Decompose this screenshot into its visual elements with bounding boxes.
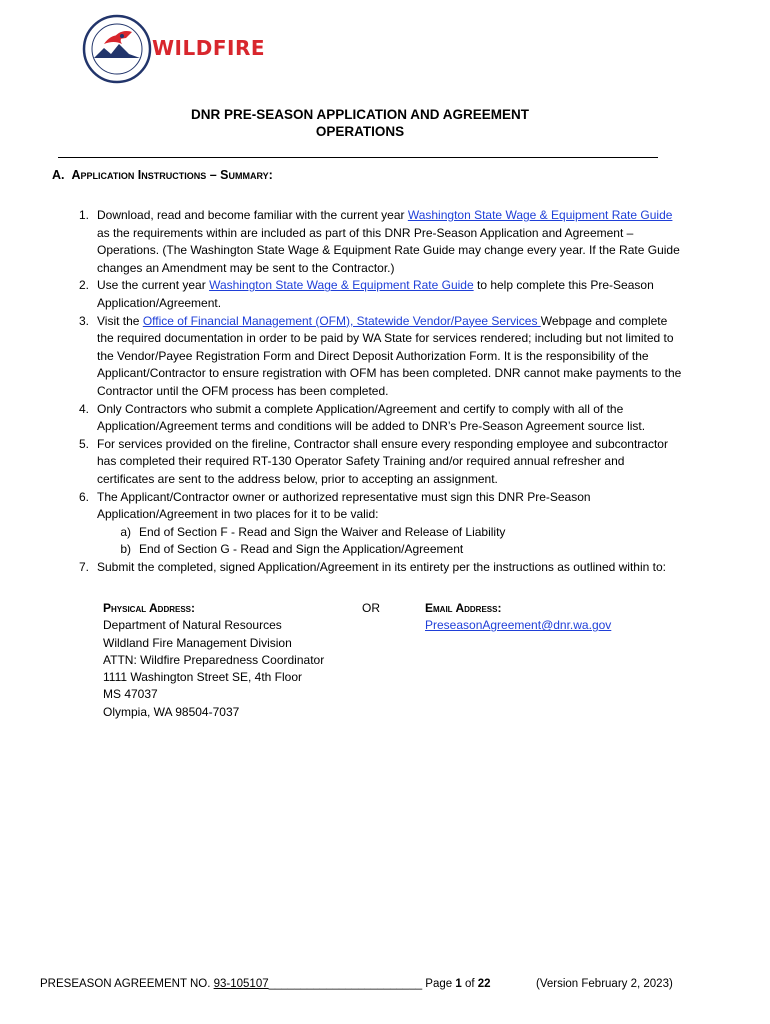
item-text: For services provided on the fireline, Contractor shall ensure every responding employee and subcontractor has completed their required RT-130 Operator Safety Training and/or required annual refresher and certificates are sent to the address below, prior to accepting an assignment. — [97, 436, 668, 486]
list-item — [52, 559, 684, 577]
list-item — [52, 401, 684, 436]
page-of: of — [461, 978, 478, 990]
or-separator: OR — [362, 601, 380, 615]
list-item — [52, 207, 684, 277]
wa-dnr-seal-logo — [82, 14, 152, 84]
item-text: Download, read and become familiar with the current year — [97, 208, 408, 222]
address-line: Olympia, WA 98504-7037 — [103, 704, 240, 719]
footer-agreement-number — [40, 978, 491, 990]
item-text: as the requirements within are included as part of this DNR Pre-Season Application and Agreement – Operations. (The Washington State Wage & Equipment Rate Guide may change every year. If the Rate Guide changes an Amendment may be sent to the Contractor.) — [97, 225, 680, 275]
address-line: 1111 Washington Street SE, 4th Floor — [103, 670, 302, 685]
sub-item-letter: a) — [120, 524, 131, 539]
page-label: Page — [422, 978, 456, 990]
item-number: 3. — [78, 313, 89, 328]
physical-address-block — [103, 600, 324, 721]
address-line: Wildland Fire Management Division — [103, 635, 292, 650]
item-number: 7. — [78, 559, 89, 574]
page-total: 22 — [477, 978, 491, 990]
item-number: 2. — [78, 278, 89, 293]
footer-label: PRESEASON AGREEMENT NO. — [40, 978, 214, 990]
item-number: 6. — [78, 489, 89, 504]
document-title: DNR PRE-SEASON APPLICATION AND AGREEMENT — [190, 107, 529, 122]
email-address-heading: Email Address: — [425, 601, 502, 615]
physical-address-heading: Physical Address: — [103, 601, 196, 615]
list-item — [52, 489, 684, 524]
item-text: Submit the completed, signed Application/Agreement in its entirety per the instructions as outlined within to: — [97, 559, 666, 574]
rate-guide-link[interactable]: Washington State Wage & Equipment Rate Guide — [209, 278, 474, 293]
sub-list-item — [52, 541, 684, 559]
section-title: Application Instructions – Summary: — [71, 168, 273, 182]
wildfire-logo-text: WILDFIRE — [152, 36, 266, 60]
address-line: Department of Natural Resources — [103, 618, 282, 633]
sub-list-item — [52, 524, 684, 542]
email-address-block — [425, 600, 611, 635]
ofm-vendor-link[interactable]: Office of Financial Management (OFM), Statewide Vendor/Payee Services — [142, 313, 541, 328]
list-item — [52, 436, 684, 489]
page-number: 1 — [455, 978, 462, 990]
item-text: Use the current year — [97, 278, 210, 293]
list-item — [52, 313, 684, 401]
item-number: 4. — [78, 401, 89, 416]
agreement-blank: ________________________ — [268, 978, 423, 990]
item-text: Visit the — [97, 313, 143, 328]
section-letter: A. — [52, 168, 65, 182]
title-divider — [58, 157, 658, 158]
item-text: The Applicant/Contractor owner or authorized representative must sign this DNR Pre-Season Application/Agreement in two places for it to be valid: — [97, 489, 591, 522]
instructions-list — [52, 207, 684, 576]
item-number: 1. — [78, 208, 89, 222]
item-text: Webpage and complete the required documentation in order to be paid by WA State for services rendered; including but not limited to the Vendor/Payee Registration Form and Direct Deposit Authorization Form. It is the responsibility of the Applicant/Contractor to ensure registration with OFM has been completed. DNR cannot make payments to the Contractor until the OFM process has been completed. — [97, 313, 682, 398]
agreement-number: 93-105107 — [213, 978, 269, 990]
item-text: to help complete this Pre-Season Application/Agreement. — [97, 278, 654, 310]
section-heading — [52, 168, 273, 182]
item-number: 5. — [78, 436, 89, 451]
item-text: Only Contractors who submit a complete Application/Agreement and certify to comply with all of the Application/Agreement terms and conditions will be added to DNR’s Pre-Season Agreement source list. — [97, 401, 646, 434]
email-link[interactable]: PreseasonAgreement@dnr.wa.gov — [425, 618, 612, 633]
sub-item-text: End of Section G - Read and Sign the Application/Agreement — [139, 542, 464, 557]
address-line: ATTN: Wildfire Preparedness Coordinator — [103, 652, 325, 667]
sub-item-letter: b) — [120, 542, 131, 557]
list-item — [52, 277, 684, 312]
rate-guide-link[interactable]: Washington State Wage & Equipment Rate Guide — [407, 208, 673, 222]
footer-version: (Version February 2, 2023) — [536, 978, 673, 990]
sub-item-text: End of Section F - Read and Sign the Waiver and Release of Liability — [139, 524, 506, 539]
document-subtitle: OPERATIONS — [315, 124, 405, 139]
address-line: MS 47037 — [103, 687, 158, 702]
